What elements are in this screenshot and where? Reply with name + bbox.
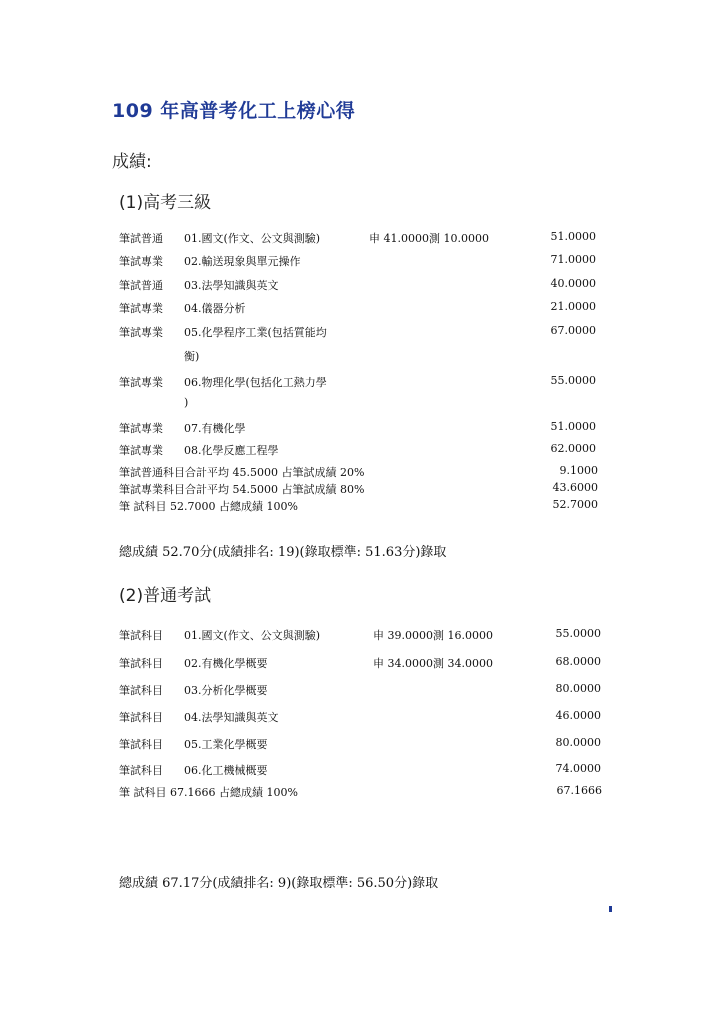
table-row — [119, 277, 596, 293]
row-type: 筆試科目 — [119, 764, 163, 777]
row-breakdown: 申 39.0000測 16.0000 — [373, 629, 493, 642]
table-row — [119, 374, 596, 390]
row-score: 74.0000 — [555, 762, 601, 775]
row-type: 筆試科目 — [119, 657, 163, 670]
row-score: 80.0000 — [555, 736, 601, 749]
exam2-heading: (2)普通考試 — [119, 586, 212, 606]
blue-mark — [609, 906, 612, 912]
summary-row — [119, 481, 598, 497]
table-row — [119, 655, 601, 671]
row-type: 筆試專業 — [119, 422, 163, 435]
table-row — [119, 348, 596, 364]
row-score: 21.0000 — [550, 300, 596, 313]
row-score: 40.0000 — [550, 277, 596, 290]
table-row — [119, 709, 601, 725]
table-row — [119, 324, 596, 340]
summary-text: 筆試專業科目合計平均 54.5000 占筆試成績 80% — [119, 483, 365, 496]
row-subject: 04.法學知識與英文 — [184, 711, 279, 724]
summary-score: 43.6000 — [552, 481, 598, 494]
table-row — [119, 420, 596, 436]
row-subject: 04.儀器分析 — [184, 302, 246, 315]
row-type: 筆試專業 — [119, 376, 163, 389]
row-subject: 05.工業化學概要 — [184, 738, 268, 751]
row-score: 55.0000 — [555, 627, 601, 640]
row-type: 筆試專業 — [119, 255, 163, 268]
row-subject: 01.國文(作文、公文與測驗) — [184, 232, 321, 245]
row-subject: 03.法學知識與英文 — [184, 279, 279, 292]
table-row — [119, 736, 601, 752]
table-row — [119, 762, 601, 778]
row-subject: 06.化工機械概要 — [184, 764, 268, 777]
row-score: 55.0000 — [550, 374, 596, 387]
row-score: 71.0000 — [550, 253, 596, 266]
grade-label: 成績: — [112, 152, 152, 172]
table-row — [119, 682, 601, 698]
row-score: 80.0000 — [555, 682, 601, 695]
row-subject: 衡) — [184, 350, 200, 363]
exam1-total: 總成績 52.70分(成績排名: 19)(錄取標準: 51.63分)錄取 — [119, 545, 447, 560]
exam2-total: 總成績 67.17分(成績排名: 9)(錄取標準: 56.50分)錄取 — [119, 876, 439, 891]
row-type: 筆試普通 — [119, 279, 163, 292]
summary-row — [119, 784, 602, 800]
row-subject: 02.有機化學概要 — [184, 657, 268, 670]
row-type: 筆試普通 — [119, 232, 163, 245]
row-subject: 02.輸送現象與單元操作 — [184, 255, 301, 268]
row-subject: ) — [184, 396, 189, 409]
row-score: 51.0000 — [550, 420, 596, 433]
summary-score: 9.1000 — [559, 464, 598, 477]
row-type: 筆試科目 — [119, 629, 163, 642]
row-subject: 08.化學反應工程學 — [184, 444, 279, 457]
row-type: 筆試科目 — [119, 684, 163, 697]
table-row — [119, 300, 596, 316]
row-type: 筆試科目 — [119, 738, 163, 751]
row-score: 62.0000 — [550, 442, 596, 455]
row-score: 68.0000 — [555, 655, 601, 668]
summary-row — [119, 498, 598, 514]
table-row — [119, 442, 596, 458]
row-subject: 06.物理化學(包括化工熱力學 — [184, 376, 327, 389]
row-type: 筆試專業 — [119, 444, 163, 457]
row-type: 筆試專業 — [119, 326, 163, 339]
row-subject: 05.化學程序工業(包括質能均 — [184, 326, 327, 339]
table-row — [119, 253, 596, 269]
row-subject: 01.國文(作文、公文與測驗) — [184, 629, 321, 642]
row-subject: 03.分析化學概要 — [184, 684, 268, 697]
row-score: 46.0000 — [555, 709, 601, 722]
summary-row — [119, 464, 598, 480]
page-title: 109 年高普考化工上榜心得 — [112, 100, 356, 122]
summary-text: 筆試普通科目合計平均 45.5000 占筆試成績 20% — [119, 466, 365, 479]
row-breakdown: 申 41.0000測 10.0000 — [369, 232, 489, 245]
summary-score: 52.7000 — [552, 498, 598, 511]
row-breakdown: 申 34.0000測 34.0000 — [373, 657, 493, 670]
table-row — [119, 230, 596, 246]
row-type: 筆試專業 — [119, 302, 163, 315]
row-subject: 07.有機化學 — [184, 422, 246, 435]
table-row — [119, 627, 601, 643]
row-score: 51.0000 — [550, 230, 596, 243]
summary-text: 筆 試科目 67.1666 占總成績 100% — [119, 786, 298, 799]
summary-score: 67.1666 — [556, 784, 602, 797]
row-type: 筆試科目 — [119, 711, 163, 724]
row-score: 67.0000 — [550, 324, 596, 337]
exam1-heading: (1)高考三級 — [119, 193, 212, 213]
summary-text: 筆 試科目 52.7000 占總成績 100% — [119, 500, 298, 513]
table-row — [119, 396, 596, 412]
